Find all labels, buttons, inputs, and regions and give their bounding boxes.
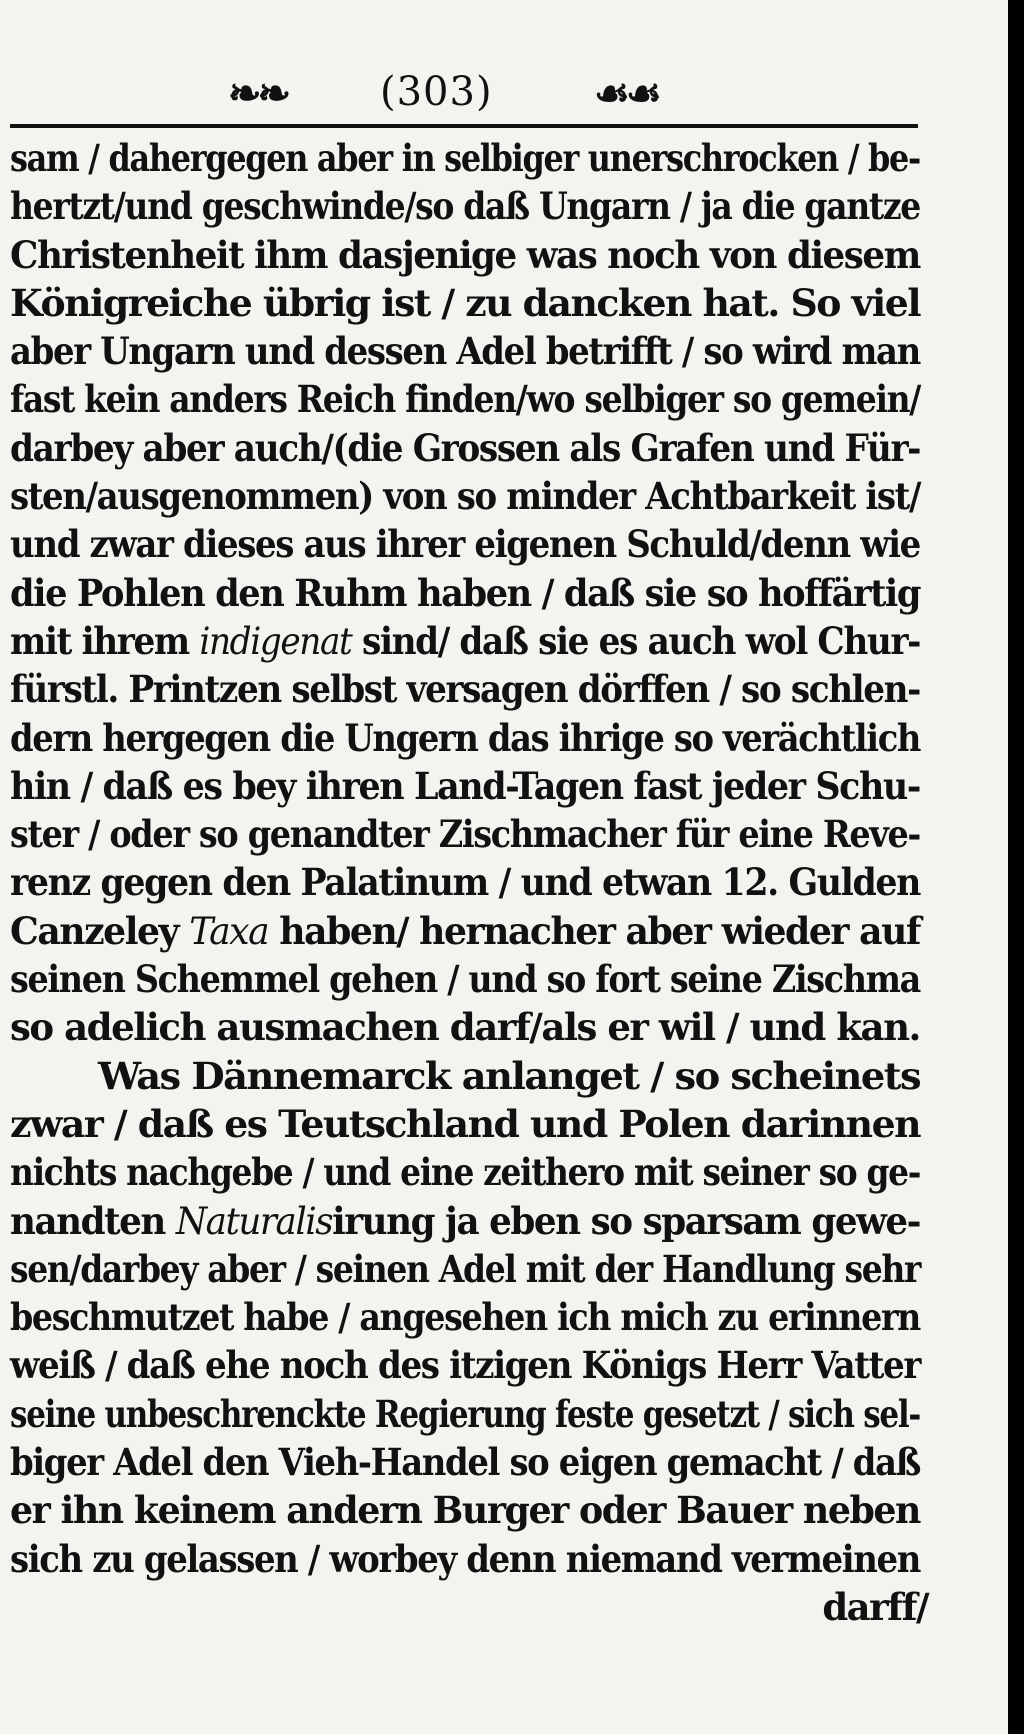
text-segment: fürstl. Printzen selbst versagen dörffen / so schlen- [10,667,920,712]
ornament-left-icon: ❧❧ [228,70,288,117]
text-line [10,569,930,617]
text-segment: nandten [10,1198,176,1243]
text-line [10,1341,930,1389]
text-line [10,1245,930,1293]
text-segment: Königreiche übrig ist / zu dancken hat. So viel [10,280,921,325]
text-segment: sind/ daß sie es auch wol Chur- [351,618,920,663]
text-segment: darbey aber auch/(die Grossen als Grafen und Für- [10,425,921,470]
text-line [10,617,930,665]
text-line [10,1390,930,1438]
text-line [10,231,930,279]
text-segment: so adelich ausmachen darf/als er wil / und kan. [10,1005,920,1050]
text-line [10,279,930,327]
text-line [10,907,930,955]
italic-term: Naturalis [175,1199,333,1243]
text-segment: weiß / daß ehe noch des itzigen Königs Herr Vatter [10,1343,921,1388]
text-segment: sen/darbey aber / seinen Adel mit der Handlung sehr [10,1246,921,1291]
text-line [10,665,930,713]
text-line [10,762,930,810]
text-line [10,424,930,472]
text-segment: die Pohlen den Ruhm haben / daß sie so hoffärtig [10,570,921,615]
text-line [10,858,930,906]
text-segment: beschmutzet habe / angesehen ich mich zu erinnern [10,1295,921,1340]
text-segment: sich zu gelassen / worbey denn niemand vermeinen [10,1536,921,1581]
text-segment: sten/ausgenommen) von so minder Achtbarkeit ist/ [10,474,921,519]
text-line [10,1052,930,1100]
text-segment: mit ihrem [10,618,200,663]
italic-term: Taxa [189,909,269,953]
text-segment: hertzt/und geschwinde/so daß Ungarn / ja die gantze [10,184,920,229]
text-line [10,134,930,182]
italic-term: indigenat [199,619,352,663]
text-segment: darff/ [822,1584,928,1629]
text-segment: haben/ hernacher aber wieder auf [268,908,921,953]
text-segment: hin / daß es bey ihren Land-Tagen fast jeder Schu- [10,763,920,808]
page-number: (303) [380,69,493,115]
text-line [10,810,930,858]
text-line [10,1003,930,1051]
text-segment: seinen Schemmel gehen / und so fort seine Zischma [10,957,920,1002]
text-segment: fast kein anders Reich finden/wo selbiger so gemein/ [10,377,920,422]
text-segment: zwar / daß es Teutschland und Polen darinnen [10,1101,921,1146]
text-line [10,955,930,1003]
body-text [10,134,930,1631]
text-line [10,1148,930,1196]
text-segment: biger Adel den Vieh-Handel so eigen gemacht / daß [10,1440,921,1485]
text-segment: ster / oder so genandter Zischmacher für eine Reve- [10,812,920,857]
text-segment: sam / dahergegen aber in selbiger unerschrocken / be- [10,136,920,180]
text-line [10,1293,930,1341]
text-segment: seine unbeschrenckte Regierung feste gesetzt / sich sel- [10,1391,921,1436]
header-rule [10,124,918,128]
text-segment: und zwar dieses aus ihrer eigenen Schuld/denn wie [10,522,920,567]
text-segment: dern hergegen die Ungern das ihrige so verächtlich [10,715,921,760]
text-segment: aber Ungarn und dessen Adel betrifft / so wird man [10,329,920,374]
text-segment: renz gegen den Palatinum / und etwan 12. Gulden [10,860,920,905]
ornament-right-icon: ☙☙ [594,70,658,117]
text-line [10,1197,930,1245]
text-line [10,1486,930,1534]
text-segment: nichts nachgebe / und eine zeithero mit seiner so ge- [10,1150,921,1195]
text-line [10,1100,930,1148]
text-line [10,182,930,230]
page-header [0,66,1008,126]
text-line [10,714,930,762]
text-line [10,327,930,375]
text-segment: Canzeley [10,908,190,953]
text-line [10,375,930,423]
text-line [10,472,930,520]
text-segment: Was Dännemarck anlanget / so scheinets [98,1053,921,1098]
text-segment: Christenheit ihm dasjenige was noch von diesem [10,232,920,277]
text-line [10,1583,930,1631]
text-segment: irung ja eben so sparsam gewe- [332,1198,920,1243]
text-line [10,520,930,568]
text-segment: er ihn keinem andern Burger oder Bauer neben [10,1488,920,1533]
text-line [10,1438,930,1486]
text-line [10,1535,930,1583]
